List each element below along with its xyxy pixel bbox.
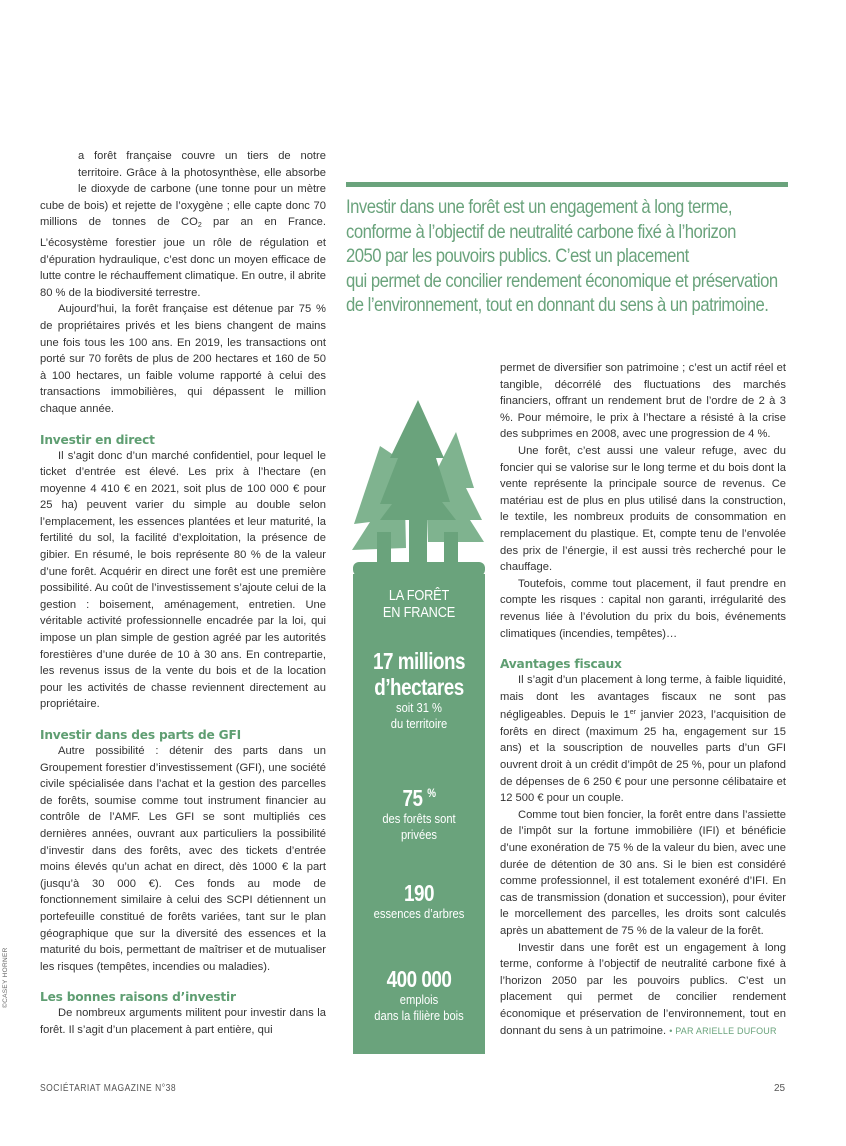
article-right-column bbox=[500, 360, 786, 1039]
fiscal-paragraph-3: Investir dans une forêt est un engagement à long terme, conforme à l’objectif de neutralité carbone fixé à l’horizon 2050 par les pouvoirs publics. C’est un placement qui permet de concilier rendement économique et préservation de l’environnement, tout en donnant du sens à un patrimoine. • PAR ARIELLE DUFOUR bbox=[500, 941, 786, 1037]
intro-paragraph: a forêt française couvre un tiers de notre territoire. Grâce à la photosynthèse, elle absorbe le dioxyde de carbone (une tonne pour un mètre cube de bois) et rejette de l’oxygène ; elle capte donc 70 millions de tonnes de $CO_2$ par an en France. L’écosystème forestier joue un rôle de régulation et d’épuration hydraulique, c’est donc un moyen efficace de lutte contre le réchauffement climatique. En outre, il abrite 80 % de la biodiversité terrestre. bbox=[40, 150, 326, 299]
author-byline: • PAR ARIELLE DUFOUR bbox=[669, 1025, 777, 1036]
section-heading-raisons: Les bonnes raisons d’investir bbox=[40, 990, 236, 1005]
section-heading-fiscal: Avantages fiscaux bbox=[500, 657, 622, 672]
pull-quote-line: 2050 par les pouvoirs publics. C’est un placement bbox=[346, 245, 689, 268]
section-heading-direct: Investir en direct bbox=[40, 432, 155, 447]
direct-paragraph: Il s’agit donc d’un marché confidentiel, pour lequel le ticket d’entrée est élevé. Les prix à l’hectare (en moyenne 4 410 € en 2021, soit plus de 100 000 € pour 25 ha) peuvent varier du simple au double selon l’emplacement, les essences plantées et leur maturité, la fertilité du sol, la facilité d’exploitation, la présence de gibier. En résumé, le bois représente 80 % de la valeur d’une forêt. Acquérir en direct une forêt est une première possibilité. Au coût de l’investissement s’ajoute celui de la gestion : boisement, aménagement, entretien. Une véritable activité professionnelle encadrée par la loi, qui impose un plan simple de gestion agréé par les autorités forestières d’une durée de 10 à 30 ans. En contrepartie, les revenus issus de la vente du bois et de la location pour les activités de chasse reviennent directement au propriétaire. bbox=[40, 449, 326, 711]
pull-quote-line: Investir dans une forêt est un engagement à long terme, bbox=[346, 196, 733, 218]
fiscal-paragraph-1: Il s’agit d’un placement à long terme, à faible liquidité, mais dont les avantages fiscaux ne sont pas négligeables. Depuis le 1er janvier 2023, l’acquisition de forêts en direct (maximum 25 ha, engagement sur 15 ans) et la souscription de nouvelles parts d’un GFI ouvrent droit à un crédit d’impôt de 25 %, pour un plafond de dépenses de 6 250 € pour une personne célibataire et 12 500 € pour un couple. bbox=[500, 674, 786, 805]
pull-quote-line: conforme à l’objectif de neutralité carbone fixé à l’horizon bbox=[346, 220, 736, 243]
photo-credit: ©CASEY HORNER bbox=[2, 947, 9, 1008]
raisons-paragraph-cont: permet de diversifier son patrimoine ; c’est un actif réel et tangible, décorrélé des fluctuations des marchés financiers, offrant un rendement brut de l’ordre de 2 à 3 %. Pour mémoire, le prix à l’hectare a résisté à la crise des subprimes en 2008, avec une progression de 4 %. bbox=[500, 362, 786, 441]
raisons-paragraph-2: Une forêt, c’est aussi une valeur refuge, avec du foncier qui se valorise sur le long terme et du bois dont la vente représente la principale source de revenus. Ce matériau est de plus en plus utilisé dans la construction, le textile, les nombreux produits de consommation en remplacement du plastique. Et, compte tenu de l’envolée des prix de l’énergie, il est aussi très recherché pour le chauffage. bbox=[500, 444, 786, 574]
infographic-title: LA FORÊT EN FRANCE bbox=[382, 588, 456, 621]
forest-infographic bbox=[346, 392, 486, 1054]
stat-area: 17 millions d’hectares soit 31 % du territoire bbox=[372, 648, 466, 731]
raisons-paragraph-start: De nombreux arguments militent pour investir dans la forêt. Il s’agit d’un placement à part entière, qui bbox=[40, 1007, 326, 1036]
raisons-paragraph-3: Toutefois, comme tout placement, il faut prendre en compte les risques : capital non garanti, irrégularité des revenus liée à l’évolution du prix du bois, événements climatiques (incendies, tempêtes)… bbox=[500, 577, 786, 640]
intro-paragraph-2: Aujourd’hui, la forêt française est détenue par 75 % de propriétaires privés et les biens changent de mains une fois tous les 100 ans. En 2019, les transactions ont porté sur 70 forêts de plus de 200 hectares et 160 de 50 à 100 hectares, un faible volume rapporté à celui des transactions immobilières, qui dépassent le million chaque année. bbox=[40, 303, 326, 415]
stat-private: 75 % des forêts sont privées bbox=[382, 785, 456, 842]
pull-quote-line: qui permet de concilier rendement économique et préservation bbox=[346, 269, 778, 292]
pull-quote bbox=[346, 182, 788, 318]
footer-publication: SOCIÉTARIAT MAGAZINE N°38 bbox=[40, 1083, 177, 1094]
stat-species: 190 essences d’arbres bbox=[373, 880, 465, 921]
section-heading-gfi: Investir dans des parts de GFI bbox=[40, 728, 241, 742]
pull-quote-line: de l’environnement, tout en donnant du sens à un patrimoine. bbox=[346, 294, 769, 317]
fiscal-paragraph-2: Comme tout bien foncier, la forêt entre dans l’assiette de l’impôt sur la fortune immobilière (IFI) et bénéficie d’une exonération de 75 % de la valeur du bien, avec une durée de détention de 30 ans. Si le bien est considéré comme professionnel, il est totalement exonéré d’IFI. En cas de transmission (donation et succession), pour éviter le morcellement des parcelles, les droits sont calculés après un abattement de 75 % de la valeur de la forêt. bbox=[500, 808, 786, 937]
trees-icon bbox=[346, 392, 486, 574]
gfi-paragraph: Autre possibilité : détenir des parts dans un Groupement forestier d’investissement (GFI), une société civile spécialisée dans l’achat et la gestion des parcelles de forêts, soumise comme tout instrument financier au contrôle de l’AMF. Les GFI se sont multipliés ces dernières années, ouvrant aux particuliers la possibilité d’investir dans des forêts, avec des tickets d’entrée moins élevés qu’un achat en direct, dès 1000 € la part (jusqu’à 30 000 €). Ces fonds au mode de fonctionnement similaire à celui des SCPI détiennent un portefeuille constitué de forêts variées, tant sur le plan géographique que sur la diversité des essences et la maturité du bois, permettant de maîtriser et de mutualiser les risques (tempêtes, incendies ou maladies). bbox=[40, 745, 326, 973]
stats-panel bbox=[353, 574, 485, 1054]
pull-quote-rule bbox=[346, 182, 788, 187]
stat-jobs: 400 000 emplois dans la filière bois bbox=[374, 966, 464, 1023]
drop-cap bbox=[40, 151, 70, 195]
page-number: 25 bbox=[774, 1083, 786, 1094]
article-left-column bbox=[40, 148, 326, 1039]
